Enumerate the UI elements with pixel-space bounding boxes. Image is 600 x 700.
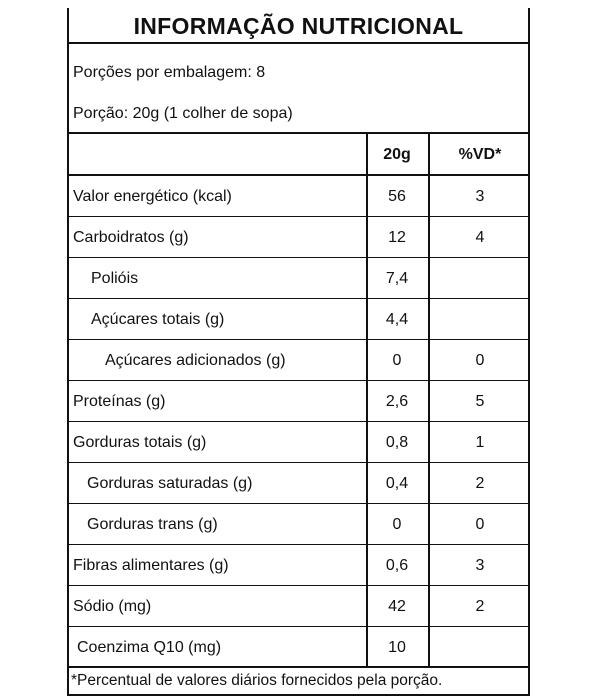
header-amount: 20g: [383, 146, 411, 163]
table-row: [69, 504, 528, 545]
table-bottom-rule: [69, 666, 528, 668]
row-label: Gorduras trans (g): [87, 516, 218, 533]
row-daily-value: 0: [475, 516, 485, 533]
serving-size: Porção: 20g (1 colher de sopa): [73, 105, 293, 122]
panel-title: INFORMAÇÃO NUTRICIONAL: [69, 8, 528, 44]
row-amount: 0: [392, 516, 402, 533]
table-row: [69, 340, 528, 381]
row-label: Polióis: [91, 270, 139, 287]
row-label: Açúcares adicionados (g): [105, 352, 286, 369]
table-row: [69, 381, 528, 422]
row-amount: 7,4: [385, 270, 409, 287]
table-row: [69, 463, 528, 504]
table-row: [69, 176, 528, 217]
row-amount: 0,8: [385, 434, 409, 451]
row-daily-value: 1: [475, 434, 485, 451]
row-label: Valor energético (kcal): [73, 188, 232, 205]
table-row: [69, 217, 528, 258]
table-row: [69, 422, 528, 463]
row-label: Sódio (mg): [73, 598, 152, 615]
row-amount: 12: [388, 229, 406, 246]
table-row: [69, 299, 528, 340]
row-daily-value: 5: [475, 393, 485, 410]
table-row: [69, 545, 528, 586]
row-label: Fibras alimentares (g): [73, 557, 229, 574]
row-daily-value: 2: [475, 475, 485, 492]
row-daily-value: 2: [475, 598, 485, 615]
row-amount: 42: [388, 598, 406, 615]
row-amount: 2,6: [385, 393, 409, 410]
row-label: Açúcares totais (g): [91, 311, 225, 328]
row-daily-value: 3: [475, 557, 485, 574]
row-amount: 0,4: [385, 475, 409, 492]
row-daily-value: 3: [475, 188, 485, 205]
row-daily-value: 0: [475, 352, 485, 369]
row-amount: 4,4: [385, 311, 409, 328]
servings-per-package: Porções por embalagem: 8: [73, 64, 266, 81]
row-label: Proteínas (g): [73, 393, 166, 410]
row-label: Gorduras totais (g): [73, 434, 207, 451]
header-daily-value: %VD*: [458, 146, 502, 163]
row-amount: 0,6: [385, 557, 409, 574]
row-label: Carboidratos (g): [73, 229, 189, 246]
row-daily-value: 4: [475, 229, 485, 246]
table-row: [69, 258, 528, 299]
table-row: [69, 627, 528, 668]
table-row: [69, 586, 528, 627]
table-header-row: [69, 134, 528, 175]
nutrition-facts-panel: [67, 8, 530, 696]
row-label: Gorduras saturadas (g): [87, 475, 253, 492]
row-amount: 0: [392, 352, 402, 369]
row-amount: 10: [388, 639, 406, 656]
row-amount: 56: [388, 188, 406, 205]
row-label: Coenzima Q10 (mg): [77, 639, 222, 656]
footnote: *Percentual de valores diários fornecidos pela porção.: [71, 672, 443, 689]
